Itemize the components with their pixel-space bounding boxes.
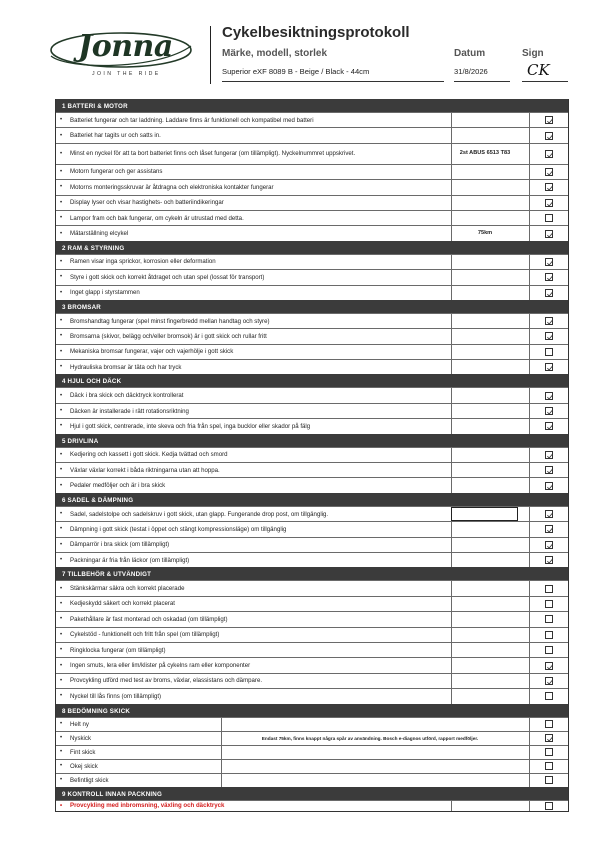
check-cell (529, 801, 568, 811)
bullet-icon: • (60, 348, 63, 355)
check-cell (529, 128, 568, 142)
checklist-row (56, 627, 568, 642)
bullet-icon: • (60, 735, 63, 741)
check-cell (529, 746, 568, 759)
checked-checkbox[interactable] (545, 392, 553, 400)
checklist-row (56, 596, 568, 611)
logo-tagline: JOIN THE RIDE (92, 71, 161, 77)
check-cell (529, 689, 568, 703)
item-label: Provcykling med inbromsning, växling och däcktryck (70, 802, 225, 809)
check-cell (529, 211, 568, 225)
item-label: Bromsarna (skivor, belägg och/eller bromsok) är i gott skick och rullar fritt (70, 332, 267, 340)
checked-checkbox[interactable] (545, 510, 553, 518)
item-note (451, 522, 518, 536)
item-note (451, 270, 518, 284)
unchecked-checkbox[interactable] (545, 646, 553, 654)
bullet-icon: • (60, 616, 63, 623)
item-text-cell (56, 255, 451, 269)
unchecked-checkbox[interactable] (545, 692, 553, 700)
item-note: 75km (451, 226, 518, 240)
date-value: 31/8/2026 (454, 67, 488, 76)
model-value: Superior eXF 8089 B - Beige / Black - 44cm (222, 67, 370, 76)
checked-checkbox[interactable] (545, 258, 553, 266)
item-note: 2st ABUS 6513 T83 (451, 144, 518, 164)
model-label: Märke, modell, storlek (222, 48, 328, 59)
check-cell (529, 674, 568, 688)
checklist-row (56, 717, 568, 731)
checked-checkbox[interactable] (545, 525, 553, 533)
check-cell (529, 196, 568, 210)
check-cell (529, 507, 568, 521)
item-note (451, 658, 518, 672)
item-label: Däck i bra skick och däcktryck kontrollerat (70, 392, 184, 400)
item-text-cell (56, 286, 451, 300)
bullet-icon: • (60, 693, 63, 700)
check-cell (529, 718, 568, 731)
item-text-cell (56, 128, 451, 142)
item-note (451, 507, 518, 521)
item-label: Motorn fungerar och ger assistans (70, 168, 163, 176)
item-note (451, 314, 518, 328)
item-label: Fint skick (70, 748, 96, 756)
check-cell (529, 388, 568, 402)
checklist-row (56, 127, 568, 142)
item-label: Minst en nyckel för att ta bort batteriet finns och låset fungerar (om tillämpligt). Nyckelnummret uppskrivet. (70, 150, 356, 158)
item-label: Bromshandtag fungerar (spel minst fingerbredd mellan handtag och styre) (70, 317, 270, 325)
item-text-cell (56, 448, 451, 462)
checked-checkbox[interactable] (545, 556, 553, 564)
bullet-icon: • (60, 631, 63, 638)
item-label: Display lyser och visar hastighets- och batteriindikeringar (70, 199, 224, 207)
item-text-cell (56, 628, 451, 642)
bullet-icon: • (60, 215, 63, 222)
section-header-packing: 9 KONTROLL INNAN PACKNING (56, 787, 568, 800)
checked-checkbox[interactable] (545, 289, 553, 297)
item-note (451, 345, 518, 359)
item-text-cell (56, 404, 451, 418)
item-text-cell (56, 732, 221, 745)
checked-checkbox[interactable] (545, 466, 553, 474)
item-text-cell (56, 718, 221, 731)
item-text-cell (56, 113, 451, 127)
sign-label: Sign (522, 48, 544, 59)
checklist-row (56, 506, 568, 521)
check-cell (529, 448, 568, 462)
bullet-icon: • (60, 168, 63, 175)
checked-checkbox[interactable] (545, 363, 553, 371)
unchecked-checkbox[interactable] (545, 585, 553, 593)
check-cell (529, 314, 568, 328)
bullet-icon: • (60, 777, 63, 783)
item-label: Cykelstöd - funktionellt och fritt från spel (om tillämpligt) (70, 631, 220, 639)
brand-logo (48, 26, 198, 82)
date-underline (454, 81, 510, 82)
item-text-cell (56, 196, 451, 210)
item-note (451, 286, 518, 300)
unchecked-checkbox[interactable] (545, 214, 553, 222)
section-header-6: 6 SADEL & DÄMPNING (56, 493, 568, 506)
item-note (451, 628, 518, 642)
item-text-cell (56, 226, 451, 240)
check-cell (529, 774, 568, 787)
item-text-cell (56, 314, 451, 328)
check-cell (529, 463, 568, 477)
check-cell (529, 113, 568, 127)
item-label: Kedjering och kassett i gott skick. Kedja tvättad och smord (70, 451, 228, 459)
bullet-icon: • (60, 150, 63, 157)
unchecked-checkbox[interactable] (545, 762, 553, 770)
item-text-cell (56, 553, 451, 567)
checklist-row (56, 688, 568, 703)
check-cell (529, 360, 568, 374)
bullet-icon: • (60, 408, 63, 415)
checked-checkbox[interactable] (545, 183, 553, 191)
bullet-icon: • (60, 289, 63, 296)
checklist-row (56, 285, 568, 300)
checked-checkbox[interactable] (545, 317, 553, 325)
item-note (451, 689, 518, 703)
bullet-icon: • (60, 333, 63, 340)
item-note (451, 404, 518, 418)
check-cell (529, 255, 568, 269)
checked-checkbox[interactable] (545, 677, 553, 685)
checked-checkbox[interactable] (545, 482, 553, 490)
checked-checkbox[interactable] (545, 168, 553, 176)
checked-checkbox[interactable] (545, 199, 553, 207)
checked-checkbox[interactable] (545, 132, 553, 140)
unchecked-checkbox[interactable] (545, 748, 553, 756)
item-label: Stänkskärmar säkra och korrekt placerade (70, 585, 185, 593)
item-note (451, 463, 518, 477)
item-text-cell (56, 270, 451, 284)
item-label: Styre i gott skick och korrekt åtdraget och utan spel (lossat för transport) (70, 273, 265, 281)
item-label: Kedjeskydd säkert och korrekt placerat (70, 600, 175, 608)
checklist-row (56, 447, 568, 462)
item-note (451, 801, 518, 811)
check-cell (529, 760, 568, 773)
checked-checkbox[interactable] (545, 662, 553, 670)
checklist-row (56, 673, 568, 688)
checklist-row (56, 552, 568, 567)
item-note (451, 419, 518, 433)
item-label: Packningar är fria från läckor (om tillämpligt) (70, 556, 190, 564)
item-text-cell (56, 522, 451, 536)
check-cell (529, 144, 568, 164)
bullet-icon: • (60, 585, 63, 592)
item-text-cell (56, 658, 451, 672)
bullet-icon: • (60, 557, 63, 564)
item-label: Inget glapp i styrstammen (70, 289, 140, 297)
item-note (451, 165, 518, 179)
item-text-cell (56, 388, 451, 402)
item-text-cell (56, 329, 451, 343)
check-cell (529, 404, 568, 418)
item-note (221, 774, 518, 787)
bullet-icon: • (60, 184, 63, 191)
item-note (451, 113, 518, 127)
checklist-row (56, 387, 568, 402)
check-cell (529, 643, 568, 657)
check-cell (529, 732, 568, 745)
item-text-cell (56, 144, 451, 164)
section-header-5: 5 DRIVLINA (56, 434, 568, 447)
item-note: Endast 75km, finns knappt några spår av användning. Bosch e-diagnos utförd, rapport medföljer. (221, 732, 518, 745)
inspection-checklist (55, 99, 569, 812)
signature: CK (527, 61, 550, 79)
bullet-icon: • (60, 541, 63, 548)
item-note (451, 448, 518, 462)
bullet-icon: • (60, 763, 63, 769)
check-cell (529, 581, 568, 595)
checked-checkbox[interactable] (545, 734, 553, 742)
checklist-row (56, 731, 568, 745)
checklist-row (56, 418, 568, 433)
item-label: Däcken är installerade i rätt rotationsriktning (70, 407, 189, 415)
checklist-row (56, 313, 568, 328)
item-label: Ramen visar inga sprickor, korrosion eller deformation (70, 258, 216, 266)
item-text-cell (56, 774, 221, 787)
bullet-icon: • (60, 364, 63, 371)
bullet-icon: • (60, 600, 63, 607)
item-label: Hydrauliska bromsar är täta och har tryck (70, 363, 182, 371)
item-label: Batteriet har tagits ur och satts in. (70, 132, 161, 140)
checked-checkbox[interactable] (545, 116, 553, 124)
checklist-row (56, 179, 568, 194)
unchecked-checkbox[interactable] (545, 631, 553, 639)
checklist-row (56, 642, 568, 657)
checked-checkbox[interactable] (545, 273, 553, 281)
item-label: Okej skick (70, 762, 98, 770)
bullet-icon: • (60, 451, 63, 458)
checklist-row (56, 112, 568, 127)
item-note (451, 329, 518, 343)
check-cell (529, 658, 568, 672)
item-label: Ringklocka fungerar (om tillämpligt) (70, 646, 166, 654)
item-label: Mekaniska bromsar fungerar, vajer och vajerhölje i gott skick (70, 348, 234, 356)
item-text-cell (56, 211, 451, 225)
check-cell (529, 628, 568, 642)
model-underline (222, 81, 444, 82)
item-note (451, 211, 518, 225)
check-cell (529, 538, 568, 552)
item-note (451, 643, 518, 657)
date-label: Datum (454, 48, 486, 59)
checklist-row (56, 800, 568, 811)
section-header-4: 4 HJUL OCH DÄCK (56, 374, 568, 387)
checklist-row (56, 164, 568, 179)
item-label: Motorns monteringsskruvar är åtdragna och elektroniska kontakter fungerar (70, 183, 274, 191)
checklist-row (56, 745, 568, 759)
item-label: Batteriet fungerar och tar laddning. Laddare finns är funktionell och kompatibel med batteri (70, 116, 314, 124)
item-note (221, 746, 518, 759)
check-cell (529, 226, 568, 240)
bullet-icon: • (60, 199, 63, 206)
check-cell (529, 553, 568, 567)
bullet-icon: • (60, 482, 63, 489)
item-label: Dämparrör i bra skick (om tillämpligt) (70, 541, 170, 549)
checklist-row (56, 143, 568, 164)
check-cell (529, 419, 568, 433)
check-cell (529, 286, 568, 300)
check-cell (529, 597, 568, 611)
check-cell (529, 522, 568, 536)
item-label: Lampor fram och bak fungerar, om cykeln är utrustad med detta. (70, 214, 244, 222)
item-text-cell (56, 419, 451, 433)
bullet-icon: • (60, 721, 63, 727)
item-text-cell (56, 612, 451, 626)
checklist-row (56, 537, 568, 552)
item-text-cell (56, 180, 451, 194)
bullet-icon: • (60, 230, 63, 237)
item-note (451, 538, 518, 552)
item-text-cell (56, 507, 451, 521)
bullet-icon: • (60, 467, 63, 474)
unchecked-checkbox[interactable] (545, 615, 553, 623)
item-text-cell (56, 478, 451, 492)
section-header-7: 7 TILLBEHÖR & UTVÄNDIGT (56, 567, 568, 580)
check-cell (529, 180, 568, 194)
bullet-icon: • (60, 132, 63, 139)
item-note (221, 718, 518, 731)
bullet-icon: • (60, 117, 63, 124)
item-note (451, 581, 518, 595)
item-text-cell (56, 463, 451, 477)
checklist-row (56, 403, 568, 418)
checklist-row (56, 773, 568, 787)
item-label: Dämpning i gott skick (testat i öppet och stängt kompressionsläge) om tillgänglig (70, 525, 287, 533)
check-cell (529, 270, 568, 284)
item-label: Pakethållare är fast monterad och oskadad (om tillämpligt) (70, 615, 228, 623)
checklist-row (56, 477, 568, 492)
page-title: Cykelbesiktningsprotokoll (222, 24, 410, 41)
checked-checkbox[interactable] (545, 451, 553, 459)
item-note (451, 612, 518, 626)
check-cell (529, 329, 568, 343)
check-cell (529, 478, 568, 492)
item-note (451, 196, 518, 210)
item-text-cell (56, 581, 451, 595)
checked-checkbox[interactable] (545, 422, 553, 430)
header-divider (210, 26, 211, 84)
item-label: Nyckel till lås finns (om tillämpligt) (70, 692, 162, 700)
checklist-row (56, 195, 568, 210)
unchecked-checkbox[interactable] (545, 776, 553, 784)
bullet-icon: • (60, 258, 63, 265)
item-note (451, 128, 518, 142)
checklist-row (56, 328, 568, 343)
item-text-cell (56, 538, 451, 552)
bullet-icon: • (60, 274, 63, 281)
item-label: Hjul i gott skick, centrerade, inte skeva och fria från spel, inga bucklor eller skador på fälg (70, 422, 311, 430)
section-header-3: 3 BROMSAR (56, 300, 568, 313)
item-label: Pedaler medföljer och är i bra skick (70, 482, 166, 490)
item-note (221, 760, 518, 773)
check-cell (529, 612, 568, 626)
item-text-cell (56, 801, 451, 811)
item-note (451, 553, 518, 567)
item-note (451, 597, 518, 611)
checklist-row (56, 210, 568, 225)
item-note (451, 255, 518, 269)
bullet-icon: • (60, 647, 63, 654)
item-note (451, 478, 518, 492)
checklist-row (56, 269, 568, 284)
checked-checkbox[interactable] (545, 230, 553, 238)
unchecked-checkbox[interactable] (545, 600, 553, 608)
checklist-row (56, 344, 568, 359)
checklist-row (56, 759, 568, 773)
logo-text: Jonna (78, 29, 173, 64)
item-label: Provcykling utförd med test av broms, växlar, elassistans och dämpare. (70, 677, 263, 685)
bullet-icon: • (60, 662, 63, 669)
bullet-icon: • (60, 677, 63, 684)
unchecked-checkbox[interactable] (545, 348, 553, 356)
item-note (451, 360, 518, 374)
item-text-cell (56, 165, 451, 179)
checklist-row (56, 657, 568, 672)
item-text-cell (56, 643, 451, 657)
bullet-icon: • (60, 423, 63, 430)
item-note (451, 180, 518, 194)
item-text-cell (56, 760, 221, 773)
checked-checkbox[interactable] (545, 150, 553, 158)
section-header-1: 1 BATTERI & MOTOR (56, 99, 568, 112)
checklist-row (56, 254, 568, 269)
item-text-cell (56, 674, 451, 688)
checklist-row (56, 359, 568, 374)
bullet-icon: • (60, 511, 63, 517)
item-text-cell (56, 345, 451, 359)
checklist-row (56, 225, 568, 240)
unchecked-checkbox[interactable] (545, 720, 553, 728)
item-text-cell (56, 689, 451, 703)
item-label: Mätarställning elcykel (70, 230, 129, 238)
check-cell (529, 345, 568, 359)
bullet-icon: • (60, 526, 63, 533)
item-note (451, 388, 518, 402)
bullet-icon: • (60, 802, 63, 809)
checklist-row (56, 462, 568, 477)
item-label: Nyskick (70, 734, 91, 742)
section-header-2: 2 RAM & STYRNING (56, 241, 568, 254)
item-label: Helt ny (70, 720, 89, 728)
check-cell (529, 165, 568, 179)
checked-checkbox[interactable] (545, 332, 553, 340)
item-label: Ingen smuts, lera eller lim/klister på cykelns ram eller komponenter (70, 662, 251, 670)
checked-checkbox[interactable] (545, 407, 553, 415)
checklist-row (56, 611, 568, 626)
bullet-icon: • (60, 749, 63, 755)
item-label: Sadel, sadelstolpe och sadelskruv i gott skick, utan glapp. Fungerande drop post, om tillgänglig. (70, 510, 329, 518)
checked-checkbox[interactable] (545, 541, 553, 549)
item-note (451, 674, 518, 688)
section-header-assessment: 8 BEDÖMNING SKICK (56, 704, 568, 717)
sign-underline (522, 81, 568, 82)
checklist-row (56, 580, 568, 595)
bullet-icon: • (60, 392, 63, 399)
item-label: Växlar växlar korrekt i båda riktningarna utan att hoppa. (70, 466, 220, 474)
item-text-cell (56, 746, 221, 759)
checklist-row (56, 521, 568, 536)
item-text-cell (56, 597, 451, 611)
item-text-cell (56, 360, 451, 374)
unchecked-checkbox[interactable] (545, 802, 553, 810)
bullet-icon: • (60, 318, 63, 325)
item-label: Befintligt skick (70, 776, 109, 784)
